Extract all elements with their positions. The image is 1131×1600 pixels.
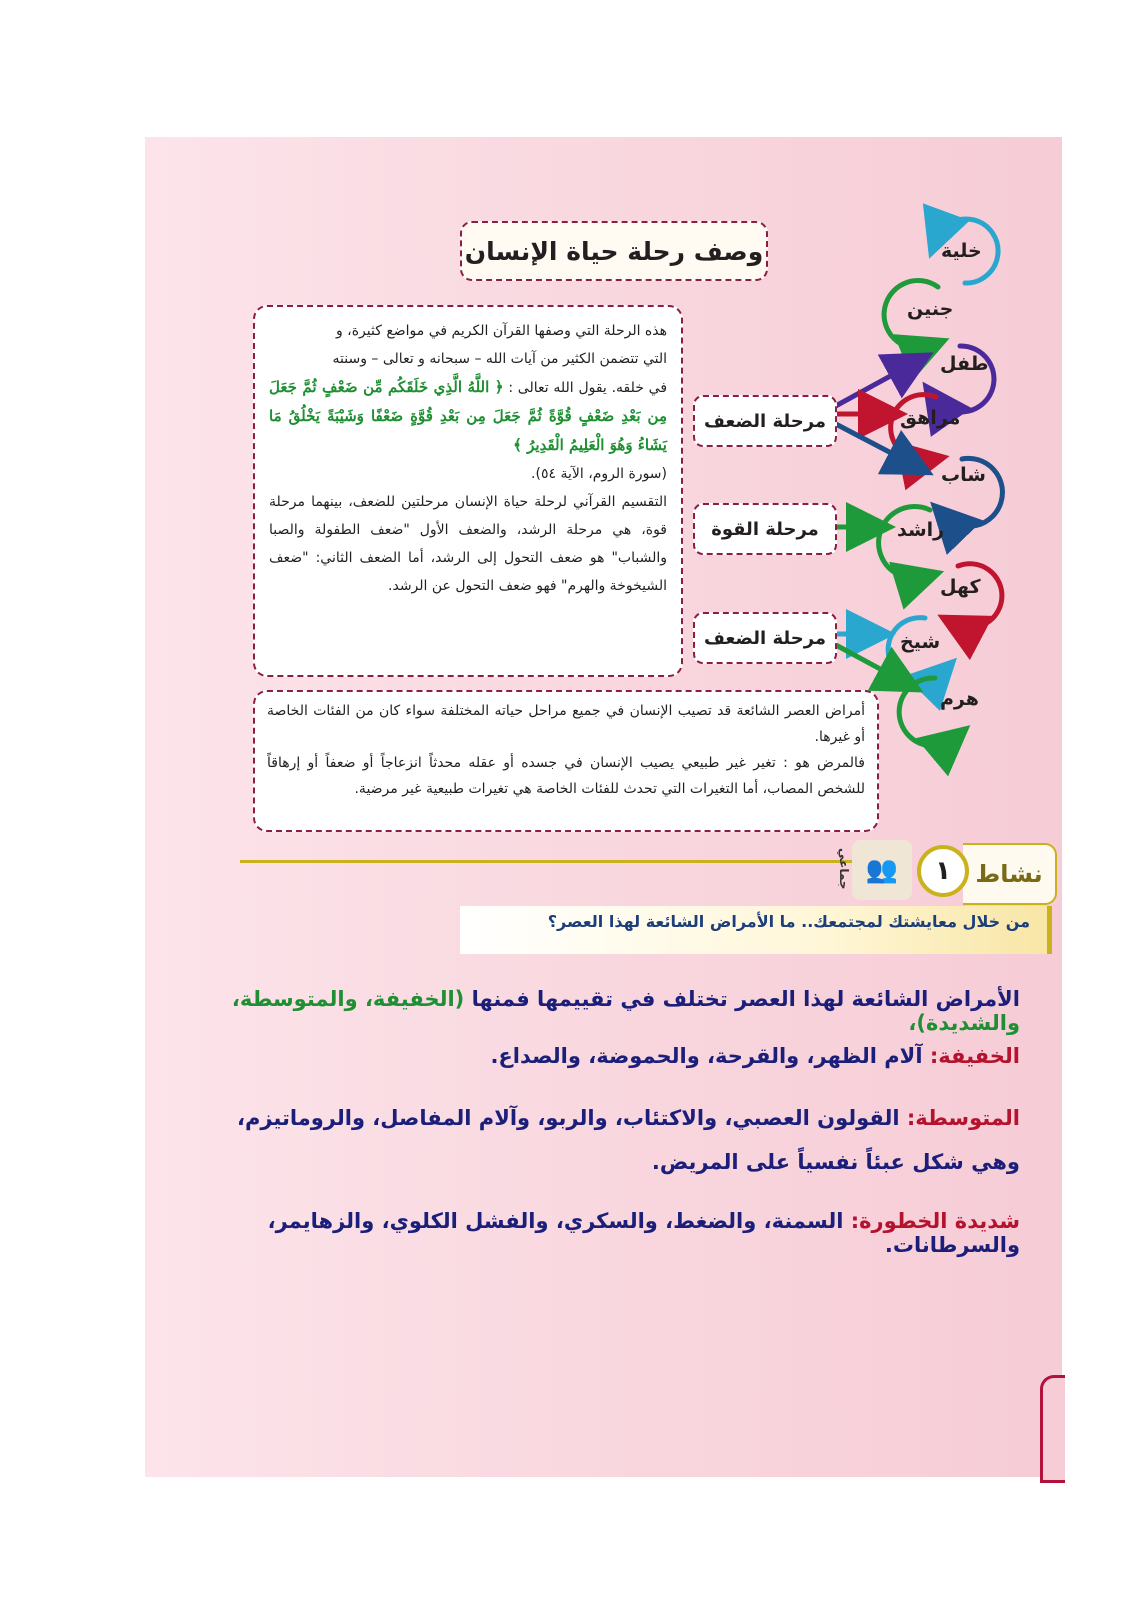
quran-verse: ﴿ اللَّهُ الَّذِي خَلَقَكُم مِّن ضَعْفٍ ثُمَّ جَعَلَ مِن بَعْدِ ضَعْفٍ قُوَّةً ثُمَّ جَعَلَ مِن بَعْدِ قُوَّةٍ ضَعْفًا وَشَيْبَةً يَخْلُقُ مَا يَشَاءُ وَهُوَ الْعَلِيمُ الْقَدِيرُ ﴾	[269, 378, 667, 454]
section-divider	[240, 860, 900, 863]
phase-strength: مرحلة القوة	[693, 503, 837, 555]
stage-label: راشد	[897, 519, 945, 541]
stage-label: شاب	[941, 464, 986, 486]
stage-label: جنين	[907, 298, 954, 320]
answer-severe	[200, 1209, 1020, 1257]
verse-citation: (سورة الروم، الآية ٥٤).	[531, 466, 667, 482]
activity-number: ١	[917, 845, 969, 897]
stage-label: طفل	[940, 353, 989, 375]
arrow-weak2-haram	[834, 644, 906, 683]
disease-line: فالمرض هو : تغير غير طبيعي يصيب الإنسان في جسده أو عقله محدثاً انزعاجاً أو ضعفاً أو إرهاقاً للشخص المصاب، أما التغيرات التي تحدث للفئات الخاصة هي تغيرات طبيعية غير مرضية.	[267, 755, 865, 797]
activity-question: من خلال معايشتك لمجتمعك.. ما الأمراض الشائعة لهذا العصر؟	[547, 912, 1030, 931]
answer-intro-categories: (الخفيفة، والمتوسطة، والشديدة)،	[231, 987, 1020, 1035]
mild-text: آلام الظهر، والقرحة، والحموضة، والصداع.	[490, 1044, 923, 1068]
activity-type: جماعي	[837, 848, 851, 890]
page-title: وصف رحلة حياة الإنسان	[460, 221, 768, 281]
stage-label: خلية	[941, 240, 982, 262]
answer-intro	[200, 987, 1020, 1035]
answer-medium	[200, 1096, 1020, 1184]
mild-label: الخفيفة:	[929, 1044, 1020, 1068]
stage-label: هرم	[940, 688, 979, 710]
intro-line: هذه الرحلة التي وصفها القرآن الكريم في مواضع كثيرة، و	[335, 323, 667, 339]
medium-label: المتوسطة:	[906, 1106, 1020, 1130]
phase-weakness-1: مرحلة الضعف	[693, 395, 837, 447]
intro-line: التي تتضمن الكثير من آيات الله – سبحانه و تعالى – وسنته	[332, 351, 667, 367]
stage-label: مراهق	[900, 407, 961, 429]
disease-line: أمراض العصر الشائعة قد تصيب الإنسان في جميع مراحل حياته المختلفة سواء كان من الفئات الخاصة أو غيرها.	[267, 703, 865, 745]
severe-text: السمنة، والضغط، والسكري، والفشل الكلوي، والزهايمر، والسرطانات.	[267, 1209, 1020, 1257]
arc-rashid	[879, 507, 930, 579]
intro-paragraph: التقسيم القرآني لرحلة حياة الإنسان مرحلتين للضعف، بينهما مرحلة قوة، هي مرحلة الرشد، والضعف الأول "ضعف الطفولة والصبا والشباب" هو ضعف التحول إلى الرشد، أما الضعف الثاني: "ضعف الشيخوخة والهرم" فهو ضعف التحول عن الرشد.	[269, 494, 667, 594]
stage-label: كهل	[940, 576, 981, 598]
answer-intro-text: الأمراض الشائعة لهذا العصر تختلف في تقييمها فمنها	[471, 987, 1020, 1011]
group-people-icon: 👥	[852, 840, 912, 900]
answer-mild	[200, 1044, 1020, 1068]
severe-label: شديدة الخطورة:	[850, 1209, 1020, 1233]
medium-text: القولون العصبي، والاكتئاب، والربو، وآلام المفاصل، والروماتيزم، وهي شكل عبئاً نفسياً على المريض.	[236, 1106, 1020, 1174]
activity-label: نشاط	[963, 843, 1057, 905]
stage-label: شيخ	[900, 631, 941, 653]
intro-line: في خلقه. يقول الله تعالى :	[508, 380, 668, 396]
phase-weakness-2: مرحلة الضعف	[693, 612, 837, 664]
